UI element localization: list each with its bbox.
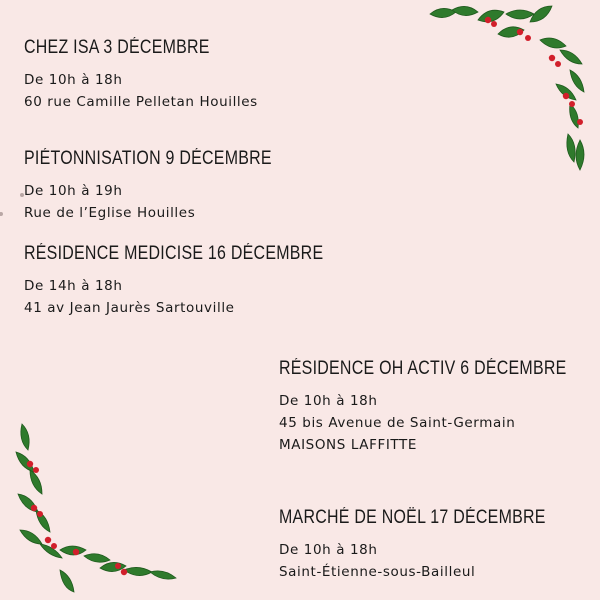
event-hours: De 10h à 18h	[279, 393, 378, 409]
event-marche-de-noel	[279, 507, 597, 583]
event-title: PIÉTONNISATION 9 DÉCEMBRE	[24, 148, 272, 169]
event-pietonnisation	[24, 148, 319, 224]
holly-corner-bottom-left-icon	[0, 420, 190, 600]
event-address: Saint-Étienne-sous-Bailleul	[279, 564, 476, 580]
event-hours: De 14h à 18h	[24, 278, 123, 294]
event-hours: De 10h à 18h	[24, 72, 123, 88]
decorative-dot	[20, 193, 24, 197]
event-title: RÉSIDENCE OH ACTIV 6 DÉCEMBRE	[279, 358, 567, 379]
event-address: 60 rue Camille Pelletan Houilles	[24, 94, 258, 110]
event-address: Rue de l’Eglise Houilles	[24, 205, 196, 221]
holly-corner-top-right-icon	[420, 0, 600, 180]
event-title: CHEZ ISA 3 DÉCEMBRE	[24, 37, 210, 58]
event-chez-isa	[24, 37, 258, 113]
event-title: RÉSIDENCE MEDICISE 16 DÉCEMBRE	[24, 243, 324, 264]
event-city: MAISONS LAFFITTE	[279, 437, 417, 453]
event-hours: De 10h à 19h	[24, 183, 123, 199]
event-hours: De 10h à 18h	[279, 542, 378, 558]
decorative-dot	[0, 212, 3, 216]
event-residence-oh-activ	[279, 358, 600, 456]
event-residence-medicise	[24, 243, 380, 319]
event-address: 41 av Jean Jaurès Sartouville	[24, 300, 235, 316]
event-title: MARCHÉ DE NOËL 17 DÉCEMBRE	[279, 507, 546, 528]
event-address: 45 bis Avenue de Saint-Germain	[279, 415, 516, 431]
